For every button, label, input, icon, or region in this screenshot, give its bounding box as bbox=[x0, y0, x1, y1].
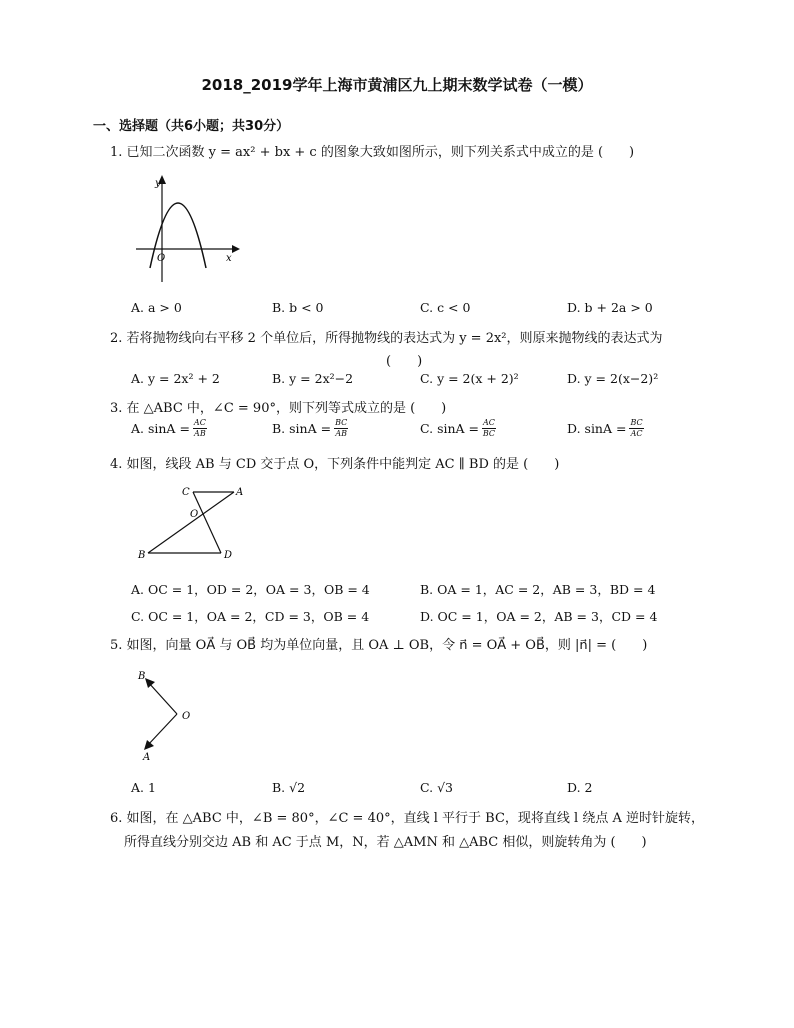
q5-option-b[interactable]: B. √2 bbox=[272, 780, 306, 795]
q3-option-c-prefix: C. sinA = bbox=[420, 421, 480, 436]
origin-label: O bbox=[157, 253, 166, 264]
fraction-numerator: AC bbox=[483, 418, 495, 427]
question-6-line-2: 所得直线分别交边 AB 和 AC 于点 M，N，若 △AMN 和 △ABC 相似，则旋转角为 ( ) bbox=[124, 835, 647, 850]
question-2-stem: 2. 若将抛物线向右平移 2 个单位后，所得抛物线的表达式为 y = 2x²，则原来抛物线的表达式为 bbox=[110, 331, 663, 346]
q5-option-a[interactable]: A. 1 bbox=[131, 780, 156, 795]
point-a-label: A bbox=[143, 752, 151, 763]
point-c-label: C bbox=[182, 487, 190, 498]
vector-oa-arrowhead bbox=[144, 740, 154, 750]
q1-option-a[interactable]: A. a > 0 bbox=[131, 300, 182, 315]
segment-cd bbox=[193, 492, 221, 553]
q4-option-c[interactable]: C. OC = 1，OA = 2，CD = 3，OB = 4 bbox=[131, 609, 370, 624]
fraction-numerator: BC bbox=[630, 418, 643, 427]
q3-option-c[interactable] bbox=[420, 418, 496, 439]
fraction-denominator: BC bbox=[482, 429, 496, 438]
q2-option-c[interactable]: C. y = 2(x + 2)² bbox=[420, 371, 519, 386]
q4-option-a[interactable]: A. OC = 1，OD = 2，OA = 3，OB = 4 bbox=[131, 582, 370, 597]
point-a-label: A bbox=[236, 487, 244, 498]
q3-option-a[interactable] bbox=[131, 418, 207, 439]
q1-option-c[interactable]: C. c < 0 bbox=[420, 300, 471, 315]
fraction bbox=[334, 418, 348, 439]
page-title: 2018_2019学年上海市黄浦区九上期末数学试卷（一模） bbox=[201, 76, 593, 94]
fraction-denominator: AC bbox=[630, 429, 643, 438]
question-1-stem: 1. 已知二次函数 y = ax² + bx + c 的图象大致如图所示，则下列关系式中成立的是 ( ) bbox=[110, 145, 635, 160]
point-o-label: O bbox=[182, 711, 191, 722]
point-b-label: B bbox=[138, 550, 146, 561]
q3-option-b-prefix: B. sinA = bbox=[272, 421, 332, 436]
fraction bbox=[193, 418, 207, 439]
q2-option-b[interactable]: B. y = 2x²−2 bbox=[272, 371, 354, 386]
fraction bbox=[482, 418, 496, 439]
question-2-paren: ( ) bbox=[386, 354, 423, 369]
question-6-line-1: 6. 如图，在 △ABC 中，∠B = 80°，∠C = 40°，直线 l 平行于 BC，现将直线 l 绕点 A 逆时针旋转， bbox=[110, 811, 704, 826]
question-4-stem: 4. 如图，线段 AB 与 CD 交于点 O，下列条件中能判定 AC ∥ BD 的是 ( ) bbox=[110, 457, 560, 472]
question-1-figure bbox=[128, 172, 238, 292]
fraction-denominator: AB bbox=[194, 429, 206, 438]
q3-option-b[interactable] bbox=[272, 418, 348, 439]
q2-option-d[interactable]: D. y = 2(x−2)² bbox=[567, 371, 659, 386]
question-4-figure bbox=[136, 484, 266, 564]
point-o-label: O bbox=[190, 509, 199, 520]
y-label: y bbox=[155, 178, 161, 189]
q2-option-a[interactable]: A. y = 2x² + 2 bbox=[131, 371, 220, 386]
q4-option-d[interactable]: D. OC = 1，OA = 2，AB = 3，CD = 4 bbox=[420, 609, 658, 624]
section-heading: 一、选择题（共6小题；共30分） bbox=[93, 119, 290, 134]
vector-oa bbox=[147, 714, 177, 746]
fraction-numerator: AC bbox=[193, 418, 206, 427]
fraction-denominator: AB bbox=[335, 429, 347, 438]
x-axis-arrow bbox=[232, 245, 240, 253]
segment-ab bbox=[148, 492, 234, 553]
vector-ob-arrowhead bbox=[145, 678, 155, 688]
x-label: x bbox=[226, 253, 232, 264]
q5-option-c[interactable]: C. √3 bbox=[420, 780, 453, 795]
point-b-label: B bbox=[138, 671, 146, 682]
vector-ob bbox=[148, 682, 177, 714]
q1-option-b[interactable]: B. b < 0 bbox=[272, 300, 324, 315]
question-5-stem: 5. 如图，向量 OA⃗ 与 OB⃗ 均为单位向量，且 OA ⊥ OB，令 n⃗ = OA⃗ + OB⃗，则 |n⃗| = ( ) bbox=[110, 638, 648, 653]
q3-option-d-prefix: D. sinA = bbox=[567, 421, 627, 436]
q3-option-d[interactable] bbox=[567, 418, 644, 439]
fraction-numerator: BC bbox=[335, 418, 348, 427]
point-d-label: D bbox=[224, 550, 233, 561]
fraction bbox=[629, 418, 643, 439]
q1-option-d[interactable]: D. b + 2a > 0 bbox=[567, 300, 653, 315]
q5-option-d[interactable]: D. 2 bbox=[567, 780, 593, 795]
q3-option-a-prefix: A. sinA = bbox=[131, 421, 190, 436]
q4-option-b[interactable]: B. OA = 1，AC = 2，AB = 3，BD = 4 bbox=[420, 582, 656, 597]
question-3-stem: 3. 在 △ABC 中，∠C = 90°，则下列等式成立的是 ( ) bbox=[110, 401, 447, 416]
question-5-figure bbox=[133, 668, 203, 768]
